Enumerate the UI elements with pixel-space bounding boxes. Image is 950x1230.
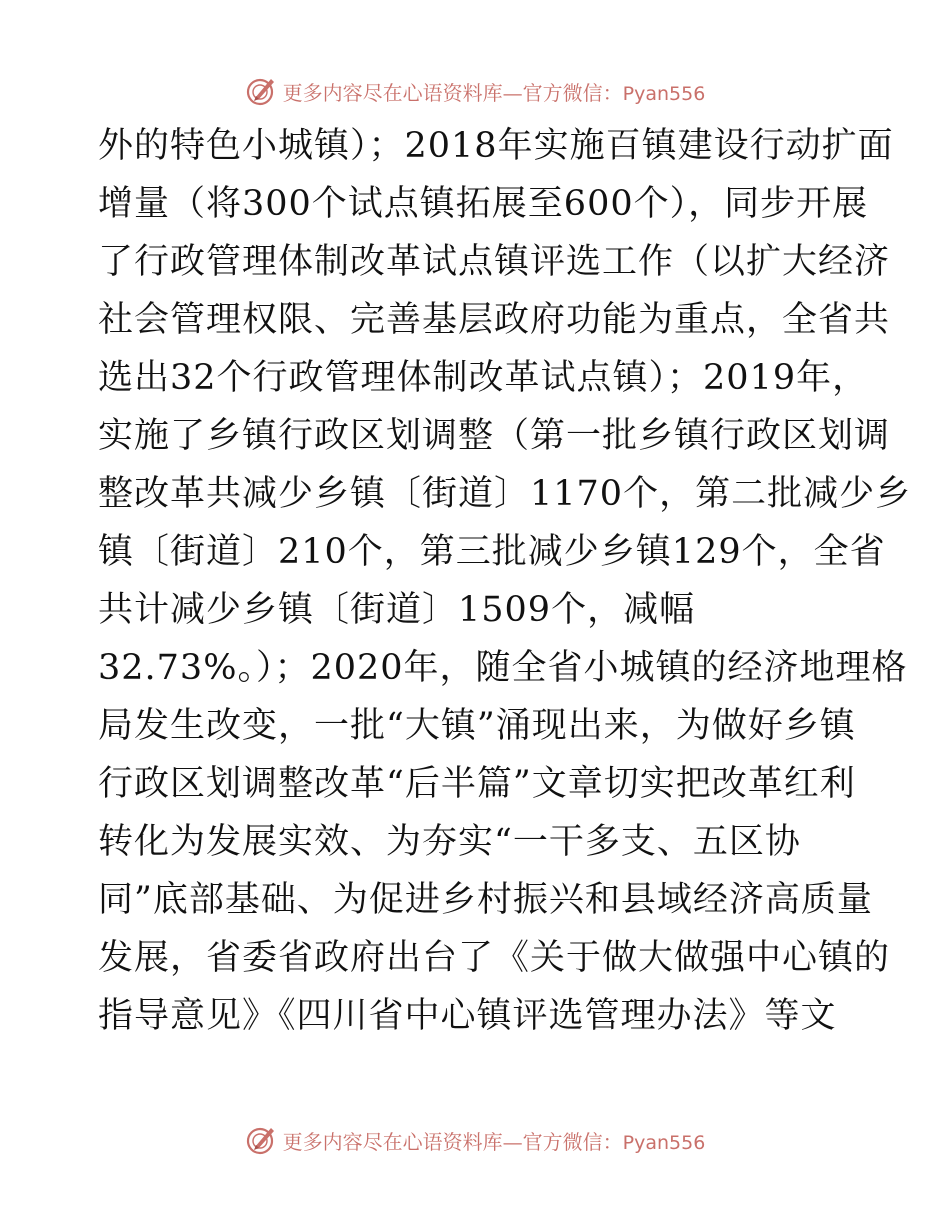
body-line: 整改革共减少乡镇〔街道〕1170个，第二批减少乡 bbox=[98, 474, 912, 514]
quill-logo-icon bbox=[245, 74, 279, 108]
body-line: 32.73%。）；2020年，随全省小城镇的经济地理格 bbox=[98, 648, 908, 688]
body-line: 行政区划调整改革“后半篇”文章切实把改革红利 bbox=[98, 764, 856, 804]
body-line: 转化为发展实效、为夯实“一干多支、五区协 bbox=[98, 822, 801, 862]
body-line: 外的特色小城镇）；2018年实施百镇建设行动扩面 bbox=[98, 126, 894, 166]
body-line: 局发生改变，一批“大镇”涌现出来，为做好乡镇 bbox=[98, 706, 856, 746]
watermark-wechat-id: Pyan556 bbox=[622, 82, 706, 105]
document-body bbox=[98, 117, 912, 1045]
watermark-text bbox=[283, 1126, 706, 1155]
watermark-label: 更多内容尽在心语资料库—官方微信： bbox=[282, 80, 623, 105]
body-line: 发展，省委省政府出台了《关于做大做强中心镇的 bbox=[98, 938, 891, 978]
watermark-label: 更多内容尽在心语资料库—官方微信： bbox=[282, 1129, 623, 1154]
body-line: 社会管理权限、完善基层政府功能为重点，全省共 bbox=[98, 300, 891, 340]
watermark-wechat-id: Pyan556 bbox=[622, 1131, 706, 1154]
body-line: 指导意见》《四川省中心镇评选管理办法》等文 bbox=[98, 996, 837, 1036]
footer-watermark bbox=[0, 1120, 950, 1160]
body-line: 同”底部基础、为促进乡村振兴和县域经济高质量 bbox=[98, 880, 873, 920]
quill-logo-icon bbox=[245, 1123, 279, 1157]
body-line: 镇〔街道〕210个，第三批减少乡镇129个，全省 bbox=[98, 532, 886, 572]
body-line: 了行政管理体制改革试点镇评选工作（以扩大经济 bbox=[98, 242, 891, 282]
header-watermark bbox=[0, 71, 950, 111]
body-line: 增量（将300个试点镇拓展至600个），同步开展 bbox=[98, 184, 869, 224]
body-line: 实施了乡镇行政区划调整（第一批乡镇行政区划调 bbox=[98, 416, 891, 456]
watermark-text bbox=[283, 77, 706, 106]
body-line: 共计减少乡镇〔街道〕1509个，减幅 bbox=[98, 590, 696, 630]
body-line: 选出32个行政管理体制改革试点镇）；2019年， bbox=[98, 358, 869, 398]
